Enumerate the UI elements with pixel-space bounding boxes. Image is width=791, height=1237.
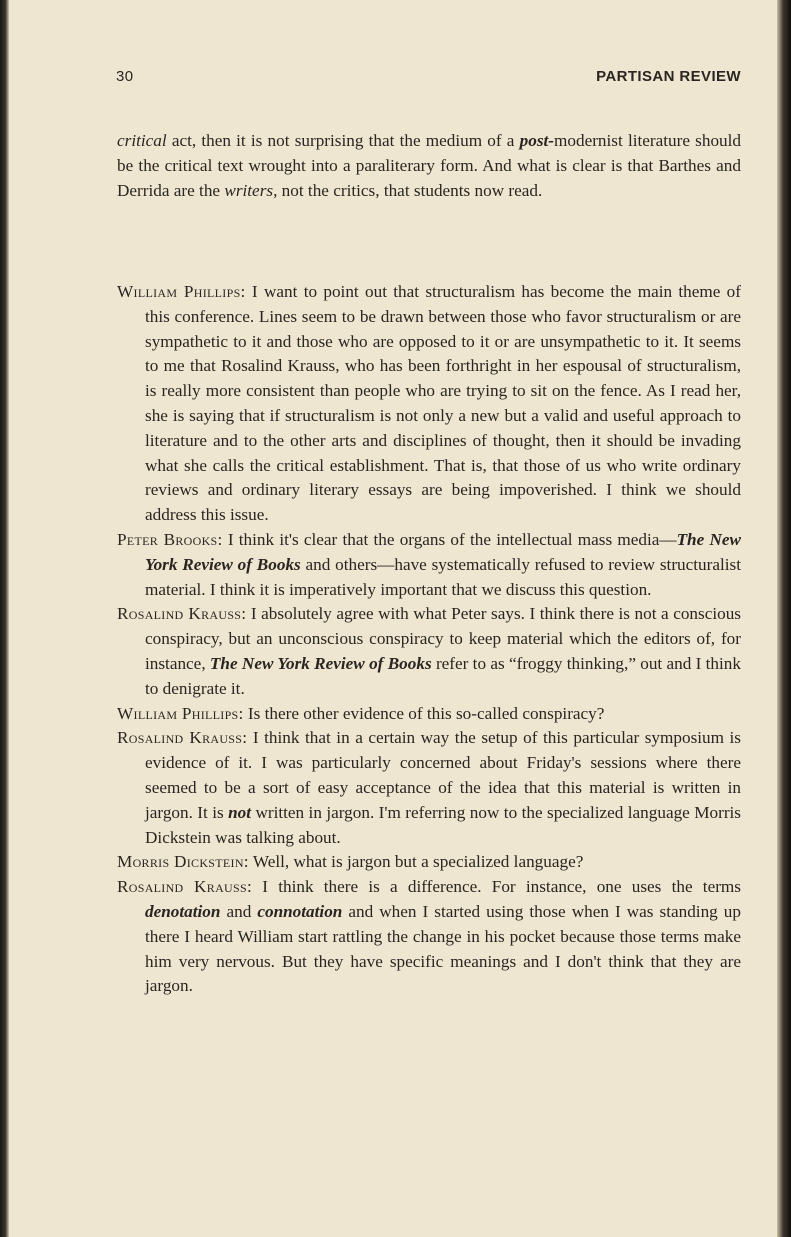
speaker-name: Rosalind Krauss: bbox=[117, 604, 247, 624]
intro-italic-critical: critical bbox=[117, 131, 167, 151]
speech-phillips-1 bbox=[117, 280, 741, 528]
page-number: 30 bbox=[116, 68, 134, 85]
speech-brooks-1: Peter Brooks: I think it's clear that the organs of the intellectual mass media—The New York Review of Books and others—have systematically refused to review structuralist material. I think it is imperatively important that we discuss this question. bbox=[117, 529, 742, 599]
symposium-dialogue bbox=[117, 280, 741, 999]
speech-krauss-2: Rosalind Krauss: I think that in a certain way the setup of this particular symposium is evidence of it. I was particularly concerned about Friday's sessions where there seemed to be a sort of easy acceptance of the idea that this material is written in jargon. It is not written in jargon. I'm referring now to the specialized language Morris Dickstein was talking about. bbox=[117, 728, 742, 847]
speaker-name: William Phillips: bbox=[117, 282, 246, 301]
speech-dickstein-1: Morris Dickstein: Well, what is jargon but a specialized language? bbox=[117, 852, 584, 872]
speaker-name: Morris Dickstein: bbox=[117, 852, 249, 872]
publication-title: The New York Review of Books bbox=[145, 529, 741, 574]
speech-phillips-2: William Phillips: Is there other evidence of this so-called conspiracy? bbox=[117, 703, 605, 723]
page-header bbox=[116, 68, 741, 92]
intro-italic-writers: writers, bbox=[224, 180, 278, 200]
emphasis-not: not bbox=[228, 802, 252, 822]
intro-paragraph: critical act, then it is not surprising that the medium of a post-modernist literature should be the critical text wrought into a paraliterary form. And what is clear is that Barthes and Derrida are the writers, not the critics, that students now read. bbox=[117, 131, 742, 200]
publication-title: The New York Review of Books bbox=[209, 653, 432, 673]
page-gutter-shadow bbox=[0, 0, 9, 1237]
speaker-name: Peter Brooks: bbox=[117, 529, 223, 549]
page-edge-shadow bbox=[777, 0, 791, 1237]
speech-krauss-3: Rosalind Krauss: I think there is a difference. For instance, one uses the terms denotation and connotation and when I started using those when I was standing up there I heard William start rattling the change in his pocket because those terms make him very nervous. But they have specific meanings and I don't think that they are jargon. bbox=[117, 877, 741, 996]
intro-italic-post: post- bbox=[519, 131, 555, 151]
speaker-name: Rosalind Krauss: bbox=[117, 728, 248, 748]
term-connotation: connotation bbox=[257, 901, 343, 921]
speaker-name: William Phillips: bbox=[117, 703, 244, 723]
speech-krauss-1: Rosalind Krauss: I absolutely agree with what Peter says. I think there is not a conscious conspiracy, but an unconscious conspiracy to keep material which the editors of, for instance, The New York Review of Books refer to as “froggy thinking,” out and I think to denigrate it. bbox=[117, 604, 741, 698]
term-denotation: denotation bbox=[145, 901, 221, 921]
running-head: PARTISAN REVIEW bbox=[596, 68, 741, 85]
speech-text: I want to point out that structuralism has become the main theme of this conference. Lines seem to be drawn between those who favor structuralism or are sympathetic to it and those who are opposed to it or are unsympathetic to it. It seems to me that Rosalind Krauss, who has been forthright in her espousal of structuralism, is really more consistent than people who are trying to sit on the fence. As I read her, she is saying that if structuralism is not only a new but a valid and useful approach to literature and to the other arts and disciplines of thought, then it should be invading what she calls the critical establishment. That is, that those of us who write ordinary reviews and ordinary literary essays are being impoverished. I think we should address this issue. bbox=[145, 282, 741, 525]
speaker-name: Rosalind Krauss: bbox=[117, 877, 253, 897]
